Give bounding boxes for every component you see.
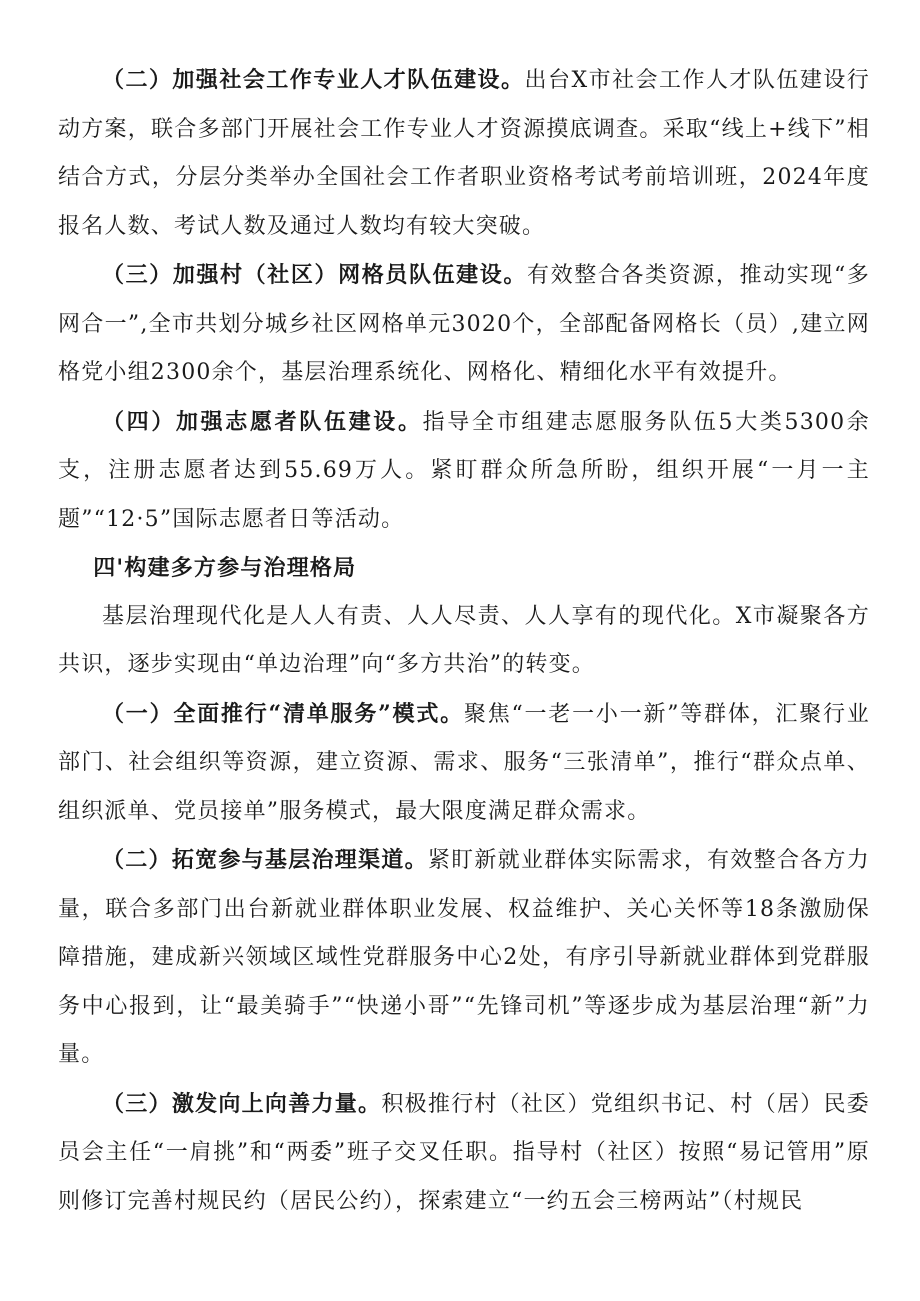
paragraph-lead: （三）加强村（社区）网格员队伍建设。 bbox=[102, 262, 527, 288]
paragraph-list-service bbox=[58, 690, 870, 837]
paragraph-lead: （二）加强社会工作专业人才队伍建设。 bbox=[102, 67, 525, 93]
paragraph-participation-channels bbox=[58, 836, 870, 1080]
paragraph-body: 有效整合各类资源，推动实现“多网合一”,全市共划分城乡社区网格单元3020个，全部配备网格长（员）,建立网格党小组2300余个，基层治理系统化、网格化、精细化水平有效提升。 bbox=[58, 263, 870, 385]
paragraph-lead: （二）拓宽参与基层治理渠道。 bbox=[102, 847, 428, 873]
paragraph-lead: （三）激发向上向善力量。 bbox=[102, 1090, 382, 1117]
paragraph-body: 指导全市组建志愿服务队伍5大类5300余支，注册志愿者达到55.69万人。紧盯群众所急所盼，组织开展“一月一主题”“12·5”国际志愿者日等活动。 bbox=[58, 409, 870, 532]
paragraph-body: 积极推行村（社区）党组织书记、村（居）民委员会主任“一肩挑”和“两委”班子交叉任职。指导村（社区）按照“易记管用”原则修订完善村规民约（居民公约），探索建立“一约五会三榜两站”（村规民 bbox=[58, 1091, 871, 1214]
paragraph-lead: （四）加强志愿者队伍建设。 bbox=[102, 408, 423, 435]
section-heading: 四'构建多方参与治理格局 bbox=[93, 555, 357, 581]
paragraph-social-work-talent bbox=[58, 56, 870, 251]
section-intro: 基层治理现代化是人人有责、人人尽责、人人享有的现代化。X市凝聚各方共识，逐步实现由“单边治理”向“多方共治”的转变。 bbox=[58, 603, 870, 677]
paragraph-body: 聚焦“一老一小一新”等群体，汇聚行业部门、社会组织等资源，建立资源、需求、服务“三张清单”，推行“群众点单、组织派单、党员接单”服务模式，最大限度满足群众需求。 bbox=[58, 701, 870, 824]
paragraph-grid-staff bbox=[58, 251, 870, 398]
paragraph-body: 出台X市社会工作人才队伍建设行动方案，联合多部门开展社会工作专业人才资源摸底调查。采取“线上+线下”相结合方式，分层分类举办全国社会工作者职业资格考试考前培训班，2024年度报名人数、考试人数及通过人数均有较大突破。 bbox=[58, 68, 870, 239]
paragraph-body: 紧盯新就业群体实际需求，有效整合各方力量，联合多部门出台新就业群体职业发展、权益维护、关心关怀等18条激励保障措施，建成新兴领域区域性党群服务中心2处，有序引导新就业群体到党群服务中心报到，让“最美骑手”“快递小哥”“先锋司机”等逐步成为基层治理“新”力量。 bbox=[58, 848, 870, 1067]
paragraph-lead: （一）全面推行“清单服务”模式。 bbox=[102, 700, 464, 727]
paragraph-volunteers bbox=[58, 398, 870, 545]
paragraph-positive-forces bbox=[58, 1080, 870, 1227]
